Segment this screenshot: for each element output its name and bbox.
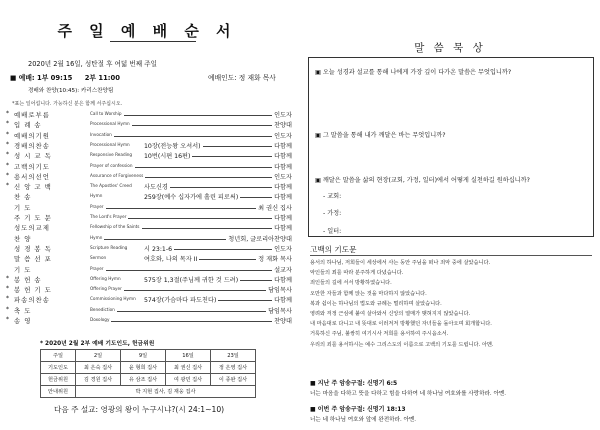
leader-line xyxy=(203,146,273,147)
standing-marker: * xyxy=(6,120,9,128)
order-item-english: Commissioning Hymn xyxy=(90,296,136,302)
order-item-leader: 인도자 xyxy=(274,132,292,140)
order-item-english: The Apostles' Creed xyxy=(90,183,132,189)
standing-marker: * xyxy=(6,285,9,293)
order-row xyxy=(6,131,296,141)
prayer-line: 내 마음대로 다니고 내 뜻대로 이러저저 방황했던 자녀들을 돌아오며 회개합니다. xyxy=(310,321,492,328)
meditation-question-2: ▣ 그 말씀을 통해 내가 깨달은 바는 무엇입니까? xyxy=(315,132,446,139)
order-item-name: 찬 송 xyxy=(14,193,32,202)
order-item-name: 기 도 xyxy=(14,265,32,274)
duty-table-title: * 2020년 2월 2부 예배 기도인도, 헌금위원 xyxy=(40,341,155,347)
order-row xyxy=(6,295,296,305)
order-item-leader: 다함께 xyxy=(274,297,292,305)
standing-marker: * xyxy=(6,140,9,148)
order-item-leader: 최 권신 집사 xyxy=(258,204,292,212)
order-item-name: 성 시 교 독 xyxy=(14,152,52,161)
standing-marker: * xyxy=(6,110,9,117)
standing-marker: * xyxy=(6,130,9,138)
leader-line xyxy=(240,280,272,281)
table-header-cell: 주일 xyxy=(41,350,76,362)
table-header-cell: 2일 xyxy=(76,350,121,362)
order-item-english: Prayer of confession xyxy=(90,162,133,168)
order-item-leader: 다함께 xyxy=(274,225,292,233)
order-item-name: 파송의찬송 xyxy=(14,296,50,305)
order-item-name: 축 도 xyxy=(14,306,32,315)
order-row xyxy=(6,244,296,254)
leader-line xyxy=(174,249,272,250)
meditation-panel xyxy=(304,6,596,423)
leader-line xyxy=(114,136,272,137)
service-leader: 예배인도: 정 재화 목사 xyxy=(208,74,276,82)
order-row xyxy=(6,192,296,202)
order-item-english: Assurance of Forgiveness xyxy=(90,172,144,178)
second-service-time: 2부 11:00 xyxy=(84,74,120,82)
order-item-name: 성도의교제 xyxy=(14,224,50,233)
table-cell: 유 삼조 집사 xyxy=(121,374,166,386)
order-item-english: Call to Worship xyxy=(90,111,122,116)
meditation-question-3: ▣ 깨달은 말씀을 삶의 현장(교회, 가정, 일터)에서 어떻게 실천하길 원하십니까? xyxy=(315,177,530,184)
order-item-name: 경배의찬송 xyxy=(14,141,50,150)
table-cell: 최 은숙 집사 xyxy=(76,362,121,374)
order-item-english: The Lord's Prayer xyxy=(90,214,127,219)
meditation-question-1: ▣ 오늘 성경과 설교를 통해 나에게 가장 깊이 다가온 말씀은 무엇입니까? xyxy=(315,69,512,76)
order-item-name: 입 례 송 xyxy=(14,121,42,130)
leader-line xyxy=(106,270,273,271)
current-verse-label: ■ 이번 주 암송구절: 신명기 18:13 xyxy=(310,406,406,413)
leader-line xyxy=(132,125,272,126)
prayer-line: 오만한 자들과 함께 앉는 것을 마다하지 않았습니다. xyxy=(310,290,427,297)
order-item-english: Hymn xyxy=(90,193,103,199)
table-header-cell: 23일 xyxy=(211,350,256,362)
order-row xyxy=(6,120,296,130)
order-item-english: Prayer xyxy=(90,203,104,209)
past-verse-label: ■ 지난 주 암송구절: 신명기 6:5 xyxy=(310,380,398,387)
order-item-english: Processional Hymn xyxy=(90,121,130,127)
order-item-detail: 575장 1,3절(주님께 귀한 것 드려) xyxy=(144,276,239,284)
order-item-english: Prayer xyxy=(90,265,104,271)
leader-line xyxy=(142,228,273,229)
order-item-name: 고백의기도 xyxy=(14,162,50,171)
prayer-line: 우리의 죄를 용서하시는 예수 그리스도의 이름으로 고백의 기도를 드립니다. 아멘. xyxy=(310,341,494,348)
order-item-name: 송 영 xyxy=(14,317,32,325)
prayer-line: 복과 쉼이는 하나님의 법도와 규례는 멀리하며 살았습니다. xyxy=(310,300,442,307)
order-item-english: Fellowship of the Saints xyxy=(90,224,140,230)
order-item-leader: 인도자 xyxy=(274,173,292,181)
order-row xyxy=(6,265,296,275)
table-header-cell: 16일 xyxy=(166,350,211,362)
table-row xyxy=(41,350,256,362)
order-row xyxy=(6,275,296,285)
order-item-leader: 찬양대 xyxy=(274,318,292,325)
meditation-title: 말 씀 묵 상 xyxy=(414,42,486,54)
table-row xyxy=(41,386,256,398)
table-cell: 김 경원 집사 xyxy=(76,374,121,386)
order-item-name: 주 기 도 문 xyxy=(14,214,52,222)
standing-marker: * xyxy=(6,171,9,179)
order-row xyxy=(6,213,296,223)
prayer-line: 거룩하신 주님, 불쌍히 여기시사 저희를 용서하여 주시옵소서. xyxy=(310,331,449,338)
standing-marker: * xyxy=(6,295,9,303)
standing-notice: *표는 일어섭니다. 가능하신 분은 함께 서주십시오. xyxy=(12,101,123,107)
order-row xyxy=(6,110,296,120)
table-cell: 안내위원 xyxy=(41,386,76,398)
order-row xyxy=(6,254,296,264)
order-item-name: 말 씀 선 포 xyxy=(14,255,52,264)
order-item-english: Processional Hymn xyxy=(90,141,130,147)
order-item-leader: 청년회, 글로리아찬양대 xyxy=(228,235,292,243)
table-row xyxy=(41,362,256,374)
leader-line xyxy=(111,321,272,322)
standing-marker: * xyxy=(6,182,9,190)
past-verse-heading xyxy=(310,378,506,387)
order-item-leader: 다함께 xyxy=(274,184,292,192)
worship-order-panel xyxy=(6,6,298,418)
leader-line xyxy=(199,259,256,260)
past-verse-text: 너는 마음을 다하고 뜻을 다하고 힘을 다하여 네 하나님 여호와를 사랑하라. 아멘. xyxy=(310,391,507,397)
table-row xyxy=(41,374,256,386)
leader-line xyxy=(135,167,273,168)
service-date: 2020년 2월 16일, 성탄절 후 여덟 번째 주일 xyxy=(28,60,157,68)
prayer-line: 악인들의 꾀를 따라 분주하게 다녔습니다. xyxy=(310,270,404,277)
leader-line xyxy=(104,239,226,240)
order-item-english: Scripture Reading xyxy=(90,244,128,250)
order-item-english: Responsive Reading xyxy=(90,152,133,158)
title-underline xyxy=(110,41,196,42)
service-times xyxy=(10,72,130,82)
leader-line xyxy=(145,177,272,178)
order-item-name: 예배로부름 xyxy=(14,111,50,119)
order-item-leader: 인도자 xyxy=(274,112,292,119)
order-item-name: 성 경 봉 독 xyxy=(14,244,52,253)
order-item-english: Doxology xyxy=(90,317,110,322)
order-item-name: 신 앙 고 백 xyxy=(14,183,52,192)
order-row xyxy=(6,182,296,192)
leader-line xyxy=(117,311,266,312)
prayer-line: 영려와 걱정 근심에 붙여 살아와서 신앙의 열매가 맺혀지지 않았습니다. xyxy=(310,311,471,318)
order-item-leader: 다함께 xyxy=(274,142,292,150)
order-row xyxy=(6,203,296,213)
order-item-detail: 574장(가슴마다 파도친다) xyxy=(144,297,217,305)
meditation-home: - 가정: xyxy=(323,210,342,217)
standing-marker: * xyxy=(6,316,9,323)
order-item-leader: 다함께 xyxy=(274,215,292,222)
order-item-detail: 여호와, 나의 목자 II xyxy=(144,256,198,264)
meditation-box xyxy=(308,57,594,237)
prayer-title: 고백의 기도문 xyxy=(310,245,357,254)
order-item-leader: 찬양대 xyxy=(274,122,292,130)
order-row xyxy=(6,162,296,172)
order-row xyxy=(6,141,296,151)
order-row xyxy=(6,172,296,182)
order-row xyxy=(6,223,296,233)
table-header-cell: 9일 xyxy=(121,350,166,362)
order-item-detail: 시 23:1-6 xyxy=(144,245,173,253)
prayer-text xyxy=(310,258,594,350)
leader-line xyxy=(170,187,272,188)
order-row xyxy=(6,316,296,326)
table-cell: 정 은영 집사 xyxy=(211,362,256,374)
table-cell: 여 광민 집사 xyxy=(166,374,211,386)
order-item-leader: 정 재화 목사 xyxy=(258,256,292,264)
order-item-leader: 다함께 xyxy=(274,194,292,202)
order-item-name: 찬 양 xyxy=(14,234,32,243)
leader-line xyxy=(124,115,273,116)
table-cell: 헌금위원 xyxy=(41,374,76,386)
current-verse-heading xyxy=(310,404,506,413)
memory-verses xyxy=(310,378,506,430)
first-service-time: ■ 예배: 1부 09:15 xyxy=(10,74,73,82)
order-item-leader: 담임목사 xyxy=(268,287,292,295)
order-item-leader: 다함께 xyxy=(274,153,292,161)
table-cell: 이 종완 집사 xyxy=(211,374,256,386)
leader-line xyxy=(218,300,272,301)
duty-table xyxy=(40,349,256,398)
leader-line xyxy=(128,218,272,219)
order-item-leader: 설교자 xyxy=(274,266,292,274)
standing-marker: * xyxy=(6,305,9,313)
order-item-english: Benediction xyxy=(90,306,115,312)
standing-marker: * xyxy=(6,274,9,282)
order-item-name: 예배의기원 xyxy=(14,131,50,140)
order-item-detail: 사도신경 xyxy=(144,184,168,192)
prayer-divider xyxy=(310,255,592,256)
order-item-detail: 10번(시편 16편) xyxy=(144,153,191,161)
table-cell: 기도인도 xyxy=(41,362,76,374)
current-verse-text: 너는 네 하나님 여호와 앞에 완전하라. 아멘. xyxy=(310,417,417,423)
table-cell: 윤 형희 집사 xyxy=(121,362,166,374)
leader-line xyxy=(106,208,257,209)
order-item-english: Invocation xyxy=(90,131,112,137)
leader-line xyxy=(192,156,272,157)
page-title: 주 일 예 배 순 서 xyxy=(57,22,237,40)
order-item-name: 봉 헌 송 xyxy=(14,275,42,284)
order-row xyxy=(6,151,296,161)
order-item-leader: 담임목사 xyxy=(268,307,292,315)
order-item-name: 봉 헌 기 도 xyxy=(14,286,52,295)
leader-line xyxy=(124,290,266,291)
order-item-leader: 인도자 xyxy=(274,245,292,253)
leader-line xyxy=(240,197,272,198)
order-item-english: Offering Hymn xyxy=(90,275,121,281)
meditation-work: - 일터: xyxy=(323,228,342,235)
order-item-english: Sermon xyxy=(90,255,107,261)
prayer-line: 죄인들의 길에 서서 방황하였습니다. xyxy=(310,280,392,287)
order-row xyxy=(6,285,296,295)
order-item-detail: 10장(전능왕 오셔서) xyxy=(144,142,201,150)
order-item-name: 기 도 xyxy=(14,203,32,212)
order-item-leader: 다함께 xyxy=(274,163,292,171)
table-cell: 최 권신 집사 xyxy=(166,362,211,374)
order-item-leader: 다함께 xyxy=(274,276,292,284)
standing-marker: * xyxy=(6,161,9,169)
prayer-line: 용서의 하나님, 저희들이 세상에서 사는 동안 주님을 떠나 죄악 중에 살았습니다. xyxy=(310,260,491,266)
next-week-sermon: 다음 주 설교: 영광의 왕이 누구시냐?(시 24:1~10) xyxy=(54,405,225,414)
order-item-detail: 259장(예수 십자가에 흘린 피로써) xyxy=(144,194,239,202)
order-item-name: 용서의선언 xyxy=(14,172,50,181)
order-item-english: Offering Prayer xyxy=(90,286,122,292)
order-row xyxy=(6,306,296,316)
table-cell: 박 지현 집사, 김 재웅 집사 xyxy=(76,386,256,398)
praise-team-line: 경배와 찬양(10:45): 카리스찬양팀 xyxy=(28,88,114,94)
standing-marker: * xyxy=(6,151,9,159)
meditation-church: - 교회: xyxy=(323,193,342,200)
order-item-english: Hymn xyxy=(90,234,103,240)
order-row xyxy=(6,234,296,244)
